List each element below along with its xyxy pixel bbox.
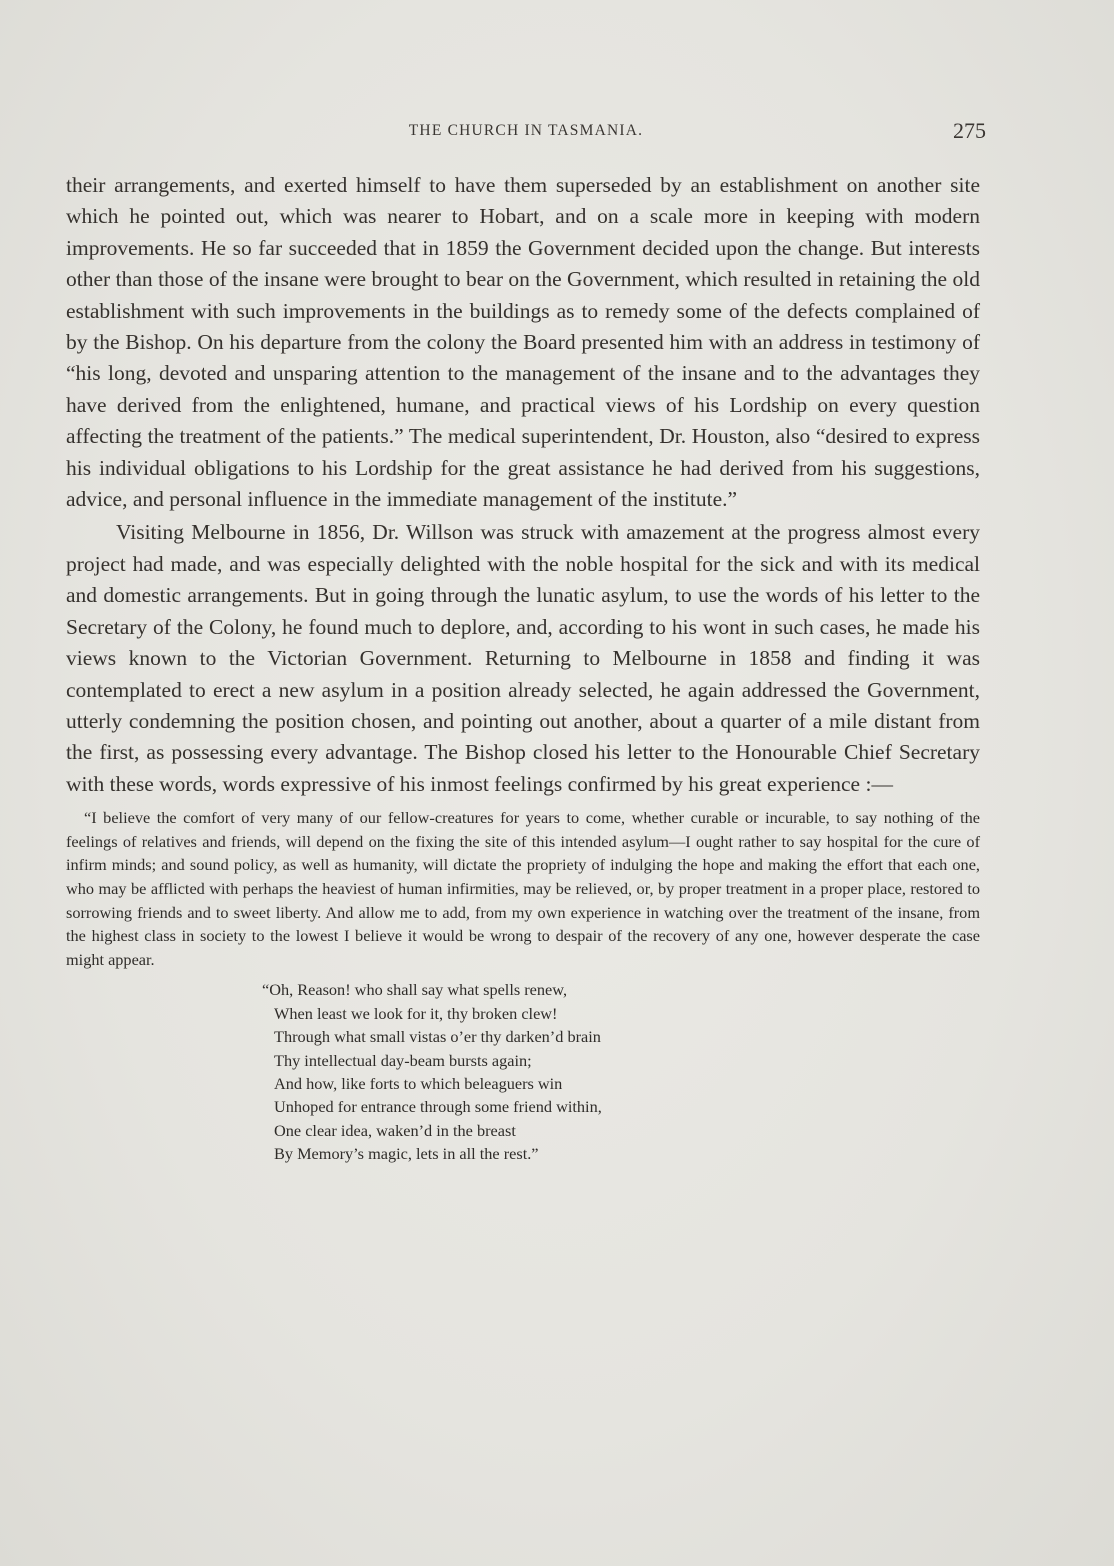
page-number: 275 [953,118,986,143]
page-header [66,118,986,148]
poem-line: One clear idea, waken’d in the breast [274,1120,516,1140]
poem-line: By Memory’s magic, lets in all the rest.” [274,1144,539,1164]
paragraph: their arrangements, and exerted himself to have them superseded by an establishment on another site which he pointed out, which was nearer to Hobart, and on a scale more in keeping with modern improvements. He so far succeeded that in 1859 the Government decided upon the change. But interests other than those of the insane were brought to bear on the Government, which resulted in retaining the old establishment with such improvements in the buildings as to remedy some of the defects complained of by the Bishop. On his departure from the colony the Board presented him with an address in testimony of “his long, devoted and unsparing attention to the management of the insane and to the advantages they have derived from the enlightened, humane, and practical views of his Lordship on every question affecting the treatment of the patients.” The medical superintendent, Dr. Houston, also “desired to express his individual obligations to his Lordship for the great assistance he had derived from his suggestions, advice, and personal influence in the immediate management of the institute.” [66,173,980,512]
poem-line: Unhoped for entrance through some friend within, [274,1097,602,1117]
poem-line: And how, like forts to which beleaguers win [274,1073,563,1093]
poem-line: When least we look for it, thy broken clew! [274,1003,558,1023]
poem-line: Thy intellectual day-beam bursts again; [274,1050,532,1070]
block-quote: “I believe the comfort of very many of our fellow-creatures for years to come, whether curable or incurable, to say nothing of the feelings of relatives and friends, will depend on the fixing the site of this intended asylum—I ought rather to say hospital for the cure of infirm minds; and sound policy, as well as humanity, will dictate the propriety of indulging the hope and making the effort that each one, who may be afflicted with perhaps the heaviest of human infirmities, may be relieved, or, by proper treatment in a proper place, restored to sorrowing friends and to sweet liberty. And allow me to add, from my own experience in watching over the treatment of the insane, from the highest class in society to the lowest I believe it would be wrong to despair of the recovery of any one, however desperate the case might appear. [66,808,980,969]
body-text [66,170,980,1166]
poem-line: Through what small vistas o’er thy darken’d brain [274,1027,601,1047]
paragraph: Visiting Melbourne in 1856, Dr. Willson was struck with amazement at the progress almost every project had made, and was especially delighted with the noble hospital for the sick and with its medical and domestic arrangements. But in going through the lunatic asylum, to use the words of his letter to the Secretary of the Colony, he found much to deplore, and, according to his wont in such cases, he made his views known to the Victorian Government. Returning to Melbourne in 1858 and finding it was contemplated to erect a new asylum in a position already selected, he again addressed the Government, utterly condemning the position chosen, and pointing out another, about a quarter of a mile distant from the first, as possessing every advantage. The Bishop closed his letter to the Honourable Chief Secretary with these words, words expressive of his inmost feelings confirmed by his great experience :— [66,520,980,796]
poem-stanza [262,978,980,1165]
poem-line: “Oh, Reason! who shall say what spells renew, [262,980,568,1000]
running-title: THE CHURCH IN TASMANIA. [408,122,644,139]
